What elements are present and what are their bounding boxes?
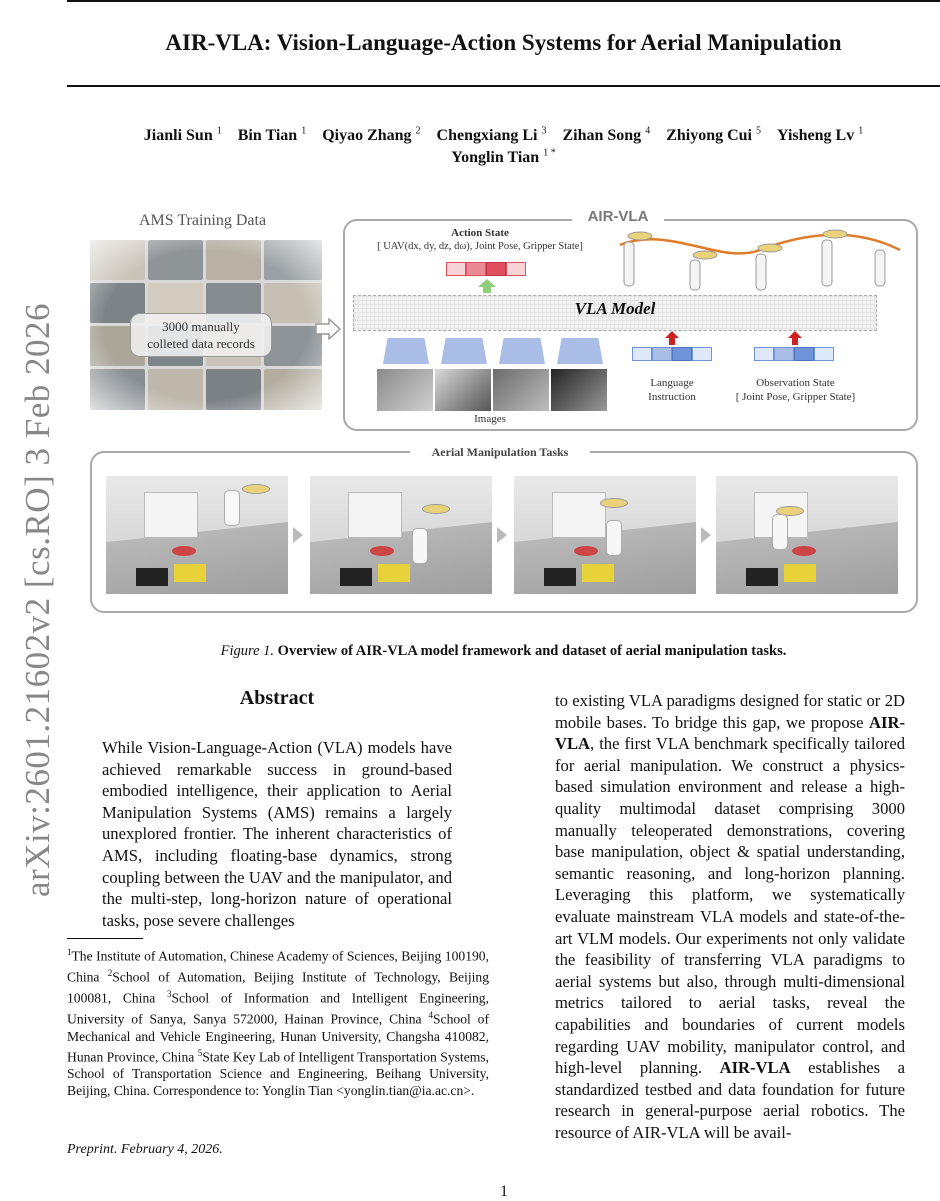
tasks-title: Aerial Manipulation Tasks bbox=[410, 445, 590, 460]
caption-prefix: Figure 1. bbox=[220, 643, 275, 659]
airvla-title: AIR-VLA bbox=[572, 208, 664, 225]
paper-title: AIR-VLA: Vision-Language-Action Systems for Aerial Manipulation bbox=[165, 30, 842, 55]
action-cell bbox=[466, 262, 486, 276]
task-image-4 bbox=[716, 476, 898, 594]
chevron-right-icon bbox=[293, 527, 303, 543]
arxiv-id-text: arXiv:2601.21602v2 [cs.RO] 3 Feb 2026 bbox=[18, 302, 57, 898]
image-encoder-block bbox=[383, 338, 429, 364]
image-encoder-block bbox=[557, 338, 603, 364]
image-encoder-block bbox=[499, 338, 545, 364]
author-2: Bin Tian $^1$ bbox=[237, 126, 307, 145]
affiliations-footnote: $^1$The Institute of Automation, Chinese Academy of Sciences, Beijing 100190, China $^2$School of Automation, Beijing Institute of Technology, Beijing 100081, China $^3$School of Information and Intelligent Engineering, University of Sanya, Sanya 572000, Hainan Province, China $^4$School of Mechanical and Vehicle Engineering, Hunan University, Changsha 410082, Hunan Province, China $^5$State Key Lab of Intelligent Transportation Systems, School of Transportation Science and Engineering, Beihang University, Beijing, China. Correspondence to: Yonglin Tian <yonglin.tian@ia.ac.cn>. bbox=[67, 947, 489, 1098]
task-image-2 bbox=[310, 476, 492, 594]
ams-title: AMS Training Data bbox=[138, 212, 267, 229]
chevron-right-icon bbox=[701, 527, 711, 543]
action-state-desc: [ UAV(dx, dy, dz, dω), Joint Pose, Gripper State] bbox=[377, 241, 583, 252]
chevron-right-icon bbox=[497, 527, 507, 543]
observation-cell bbox=[774, 347, 794, 361]
observation-cell bbox=[794, 347, 814, 361]
abstract-right-column bbox=[555, 690, 905, 1143]
language-cell bbox=[632, 347, 652, 361]
language-cell bbox=[672, 347, 692, 361]
observation-cell bbox=[754, 347, 774, 361]
language-cell bbox=[692, 347, 712, 361]
action-cell bbox=[506, 262, 526, 276]
caption-text: Overview of AIR-VLA model framework and dataset of aerial manipulation tasks. bbox=[277, 643, 787, 659]
sample-image bbox=[435, 369, 491, 411]
action-cell bbox=[446, 262, 466, 276]
abstract-paragraph-left: While Vision-Language-Action (VLA) models have achieved remarkable success in ground-based embodied intelligence, their application to Aerial Manipulation Systems (AMS) remains a largely unexplored frontier. The inherent characteristics of AMS, including floating-base dynamics, strong coupling between the UAV and the manipulator, and the multi-step, long-horizon nature of operational tasks, pose severe challenges bbox=[102, 738, 452, 930]
author-7: Yisheng Lv $^1$ bbox=[777, 126, 864, 145]
author-5: Zihan Song $^4$ bbox=[562, 126, 651, 145]
observation-cell bbox=[814, 347, 834, 361]
author-1: Jianli Sun $^1$ bbox=[143, 126, 222, 145]
abstract-paragraph-right: to existing VLA paradigms designed for static or 2D mobile bases. To bridge this gap, we propose AIR-VLA, the first VLA benchmark specifically tailored for aerial manipulation. We construct a physics-based simulation environment and release a high-quality multimodal dataset comprising 3000 manually teleoperated demonstrations, covering base manipulation, object & spatial understanding, semantic reasoning, and long-horizon planning. Leveraging this platform, we systematically evaluate mainstream VLA models and state-of-the-art VLM models. Our experiments not only validate the feasibility of transferring VLA paradigms to aerial systems but also, through multi-dimensional metrics tailored to aerial tasks, reveal the capabilities and boundaries of current models regarding UAV mobility, manipulator control, and high-level planning. AIR-VLA establishes a standardized testbed and data foundation for future research in general-purpose aerial robotics. The resource of AIR-VLA will be avail- bbox=[555, 691, 905, 1142]
page-number: 1 bbox=[500, 1183, 508, 1200]
author-8: Yonglin Tian $^{1 *}$ bbox=[451, 148, 556, 167]
drone-trajectory bbox=[610, 220, 910, 300]
author-list-line2 bbox=[67, 148, 940, 167]
preprint-note: Preprint. February 4, 2026. bbox=[67, 1142, 223, 1157]
image-encoder-block bbox=[441, 338, 487, 364]
ams-records-label: 3000 manually colleted data records bbox=[130, 313, 272, 357]
author-4: Chengxiang Li $^3$ bbox=[436, 126, 547, 145]
footnote-rule bbox=[67, 938, 143, 939]
abstract-left-column bbox=[102, 737, 452, 931]
language-cell bbox=[652, 347, 672, 361]
sample-image bbox=[493, 369, 549, 411]
author-3: Qiyao Zhang $^2$ bbox=[322, 126, 421, 145]
figure-caption bbox=[67, 643, 940, 660]
airvla-bold: AIR-VLA bbox=[555, 712, 905, 754]
action-cell bbox=[486, 262, 506, 276]
author-6: Zhiyong Cui $^5$ bbox=[666, 126, 761, 145]
flow-arrow-icon bbox=[315, 318, 341, 340]
top-rule bbox=[67, 0, 940, 2]
images-label: Images bbox=[474, 413, 506, 425]
title-rule bbox=[67, 85, 940, 87]
airvla-bold: AIR-VLA bbox=[719, 1058, 791, 1078]
abstract-heading: Abstract bbox=[239, 687, 315, 709]
vla-model-label: VLA Model bbox=[574, 299, 656, 318]
task-image-1 bbox=[106, 476, 288, 594]
up-arrow-red-icon bbox=[788, 331, 802, 345]
sample-image bbox=[377, 369, 433, 411]
language-label: Language Instruction bbox=[648, 377, 696, 403]
sample-image bbox=[551, 369, 607, 411]
task-image-3 bbox=[514, 476, 696, 594]
up-arrow-green-icon bbox=[478, 279, 496, 293]
action-state-title: Action State bbox=[451, 227, 509, 239]
author-list bbox=[67, 126, 940, 145]
up-arrow-red-icon bbox=[665, 331, 679, 345]
image-strip bbox=[377, 369, 607, 411]
observation-label: Observation State [ Joint Pose, Gripper State] bbox=[735, 377, 856, 403]
